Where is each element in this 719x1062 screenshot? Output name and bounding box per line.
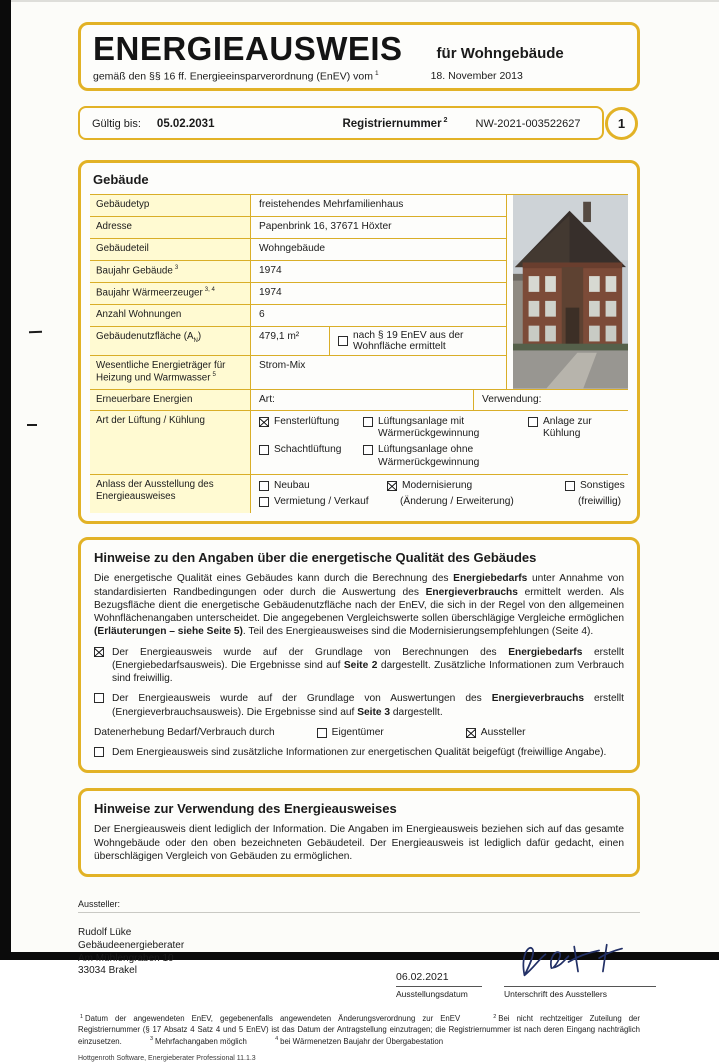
row-value: 1974: [259, 264, 282, 276]
row-label: Anzahl Wohnungen: [90, 305, 251, 326]
scan-mark: [27, 424, 37, 426]
checkbox-sonstiges[interactable]: [565, 481, 575, 491]
issuer-section: [78, 899, 640, 1001]
floor-area-checkbox-label: nach § 19 EnEV aus der Wohnfläche ermittelt: [353, 329, 464, 352]
header-section: [78, 22, 640, 91]
valid-until-label: Gültig bis:: [92, 117, 141, 130]
issuer-divider: [78, 912, 640, 913]
bullet-energy-demand: Der Energieausweis wurde auf der Grundlage von Berechnungen des Energiebedarfs erstellt (Energiebedarfsausweis). Die Ergebnisse sind auf Seite 2 dargestellt. Zusätzliche Informationen zum Verbrauch sind freiwillig.: [94, 646, 624, 686]
bullet-energy-consumption: Der Energieausweis wurde auf der Grundlage von Auswertungen des Energieverbrauchs erstellt (Energieverbrauchsausweis). Die Ergebnisse sind auf Seite 3 dargestellt.: [94, 692, 624, 719]
page-title: ENERGIEAUSWEIS: [93, 30, 403, 67]
row-label: Gebäudetyp: [90, 195, 251, 216]
data-collection-issuer: Aussteller: [466, 727, 526, 739]
occasion-option-vermietung: Vermietung / Verkauf: [259, 496, 387, 508]
floor-area-checkbox[interactable]: [338, 336, 348, 346]
ventilation-option-without-recovery: Lüftungsanlage ohne Wärmerückgewinnung: [363, 444, 528, 468]
registry-label: Registriernummer $^2$: [342, 116, 448, 130]
building-row-address: [90, 217, 506, 239]
quality-intro: Die energetische Qualität eines Gebäudes kann durch die Berechnung des Energiebedarfs unter Annahme von standardisierten Randbedingungen oder durch die Auswertung des Energieverbrauchs ermittelt werden. Als Bezugsfläche dient die energetische Gebäudenutzfläche nach der EnEV, die sich in der Regel von den allgemeinen Wohnflächenangaben unterscheidet. Die angegebenen Vergleichswerte sollen überschlägige Vergleiche ermöglichen (Erläuterungen – siehe Seite 5). Teil des Energieausweises sind die Modernisierungsempfehlungen (Seite 4).: [94, 573, 624, 638]
valid-until-value: 05.02.2031: [156, 117, 215, 130]
software-credit: Hottgenroth Software, Energieberater Professional 11.1.3: [78, 1054, 256, 1062]
building-row-renewables: [90, 390, 628, 411]
row-value: freistehendes Mehrfamilienhaus: [259, 198, 404, 210]
checkbox-schachtlueftung[interactable]: [259, 445, 269, 455]
building-row-heater-year: [90, 283, 506, 305]
ventilation-option-cooling: Anlage zur Kühlung: [528, 416, 620, 440]
occasion-modernisierung-sub: (Änderung / Erweiterung): [400, 496, 514, 508]
building-section-title: Gebäude: [93, 171, 149, 187]
row-value: 1974: [259, 286, 282, 298]
page-number-badge: 1: [605, 107, 638, 140]
scan-edge-top: [11, 0, 719, 2]
building-row-ventilation: [90, 411, 628, 475]
issuer-profession: Gebäudeenergieberater: [78, 939, 185, 951]
footnote-3: $^3$ Mehrfachangaben möglich: [149, 1036, 247, 1046]
issuer-label: Aussteller:: [78, 899, 121, 910]
checkbox-modernisierung[interactable]: [387, 481, 397, 491]
floor-area-value: 479,1 m²: [251, 327, 330, 355]
law-reference: gemäß den §§ 16 ff. Energieeinsparverordnung (EnEV) vom $^1$: [93, 69, 379, 83]
occasion-option-sonstiges: Sonstiges: [565, 480, 625, 492]
building-row-type: [90, 195, 506, 217]
checkbox-aussteller[interactable]: [466, 728, 476, 738]
quality-section-title: Hinweise zu den Angaben über die energetische Qualität des Gebäudes: [94, 550, 537, 566]
building-row-apartments: [90, 305, 506, 327]
data-collection-label: Datenerhebung Bedarf/Verbrauch durch: [94, 726, 275, 738]
page-subtitle: für Wohngebäude: [436, 44, 564, 62]
row-value: Papenbrink 16, 37671 Höxter: [259, 220, 392, 232]
issuer-name: Rudolf Lüke: [78, 927, 132, 939]
scan-edge-left: [0, 0, 11, 960]
signature: [504, 939, 654, 983]
building-section: [78, 160, 640, 524]
footnote-4: $^4$ bei Wärmenetzen Baujahr der Übergabestation: [275, 1036, 444, 1046]
data-collection-owner: Eigentümer: [317, 727, 384, 739]
checkbox-eigentuemer[interactable]: [317, 728, 327, 738]
row-value: Strom-Mix: [259, 359, 306, 371]
building-row-energy-carrier: [90, 356, 506, 389]
issue-date-block: [396, 971, 482, 999]
row-label: Baujahr Gebäude $^3$: [90, 261, 251, 282]
usage-section-title: Hinweise zur Verwendung des Energieausweises: [94, 801, 397, 817]
scan-mark: [29, 331, 42, 333]
footnotes: [78, 1013, 640, 1047]
checkbox-vermietung[interactable]: [259, 497, 269, 507]
renewables-art-field: Art:: [251, 390, 474, 410]
row-label: Adresse: [90, 217, 251, 238]
occasion-option-neubau: Neubau: [259, 480, 387, 492]
ventilation-option-window: Fensterlüftung: [259, 416, 363, 428]
issuer-city: 33034 Brakel: [78, 965, 137, 977]
issue-date-label: Ausstellungsdatum: [396, 986, 482, 999]
usage-section: [78, 788, 640, 877]
footnote-2: $^2$ Bei nicht rechtzeitiger Zuteilung der Registriernummer (§ 17 Absatz 4 Satz 4 und 5 EnEV) ist das Datum der Antragstellung einzutragen; die Registriernummer ist nach deren Eingang nachträglich einzusetzen.: [78, 1013, 640, 1046]
row-label: Baujahr Wärmeerzeuger $^{3, 4}$: [90, 283, 251, 304]
quality-section: [78, 537, 640, 773]
checkbox-zusatzinfo[interactable]: [94, 747, 104, 757]
row-label: Erneuerbare Energien: [90, 390, 251, 410]
law-date: 18. November 2013: [430, 70, 523, 83]
occasion-sonstiges-sub: (freiwillig): [578, 496, 622, 508]
ventilation-option-with-recovery: Lüftungsanlage mit Wärmerückgewinnung: [363, 416, 528, 440]
signature-block: [504, 939, 656, 999]
building-row-occasion: [90, 475, 628, 513]
data-collection-row: [94, 727, 624, 739]
renewables-usage-field: Verwendung:: [482, 393, 542, 405]
checkbox-neubau[interactable]: [259, 481, 269, 491]
row-label: Wesentliche Energieträger für Heizung und Warmwasser $^5$: [90, 356, 251, 389]
row-label: Anlass der Ausstellung des Energieausweises: [90, 475, 251, 513]
building-row-part: [90, 239, 506, 261]
usage-text: Der Energieausweis dient lediglich der Information. Die Angaben im Energieausweis beziehen sich auf das gesamte Wohngebäude oder den oben bezeichneten Gebäudeteil. Der Energieausweis ist lediglich dafür gedacht, einen überschlägigen Vergleich von Gebäuden zu ermöglichen.: [94, 824, 624, 862]
checkbox-lueftung-mit-wrg[interactable]: [363, 417, 373, 427]
row-value: 6: [259, 308, 265, 320]
bullet-extra-info: Dem Energieausweis sind zusätzliche Informationen zur energetischen Qualität beigefügt (freiwillige Angabe).: [94, 746, 624, 759]
footnote-1: $^1$ Datum der angewendeten EnEV, gegebenenfalls angewendeten Änderungsverordnung zur EnEV: [80, 1013, 461, 1024]
registry-number: NW-2021-003522627: [475, 117, 581, 130]
validity-section: [78, 106, 604, 140]
row-label: Gebäudenutzfläche $(A_N)$: [90, 327, 251, 355]
building-row-year-built: [90, 261, 506, 283]
checkbox-anlage-kuehlung[interactable]: [528, 417, 538, 427]
checkbox-verbrauchsausweis[interactable]: [94, 693, 104, 703]
occasion-option-modernisierung: Modernisierung: [387, 480, 565, 492]
checkbox-bedarfsausweis[interactable]: [94, 647, 104, 657]
building-row-floor-area: [90, 327, 506, 356]
row-value: Wohngebäude: [259, 242, 326, 254]
ventilation-option-shaft: Schachtlüftung: [259, 444, 363, 456]
checkbox-fensterlueftung[interactable]: [259, 417, 269, 427]
checkbox-lueftung-ohne-wrg[interactable]: [363, 445, 373, 455]
row-label: Gebäudeteil: [90, 239, 251, 260]
signature-label: Unterschrift des Ausstellers: [504, 986, 656, 999]
issuer-street: Am Mühlengraben 10: [78, 952, 174, 964]
row-label: Art der Lüftung / Kühlung: [90, 411, 251, 474]
building-photo: [513, 195, 628, 389]
issue-date: 06.02.2021: [396, 971, 449, 984]
